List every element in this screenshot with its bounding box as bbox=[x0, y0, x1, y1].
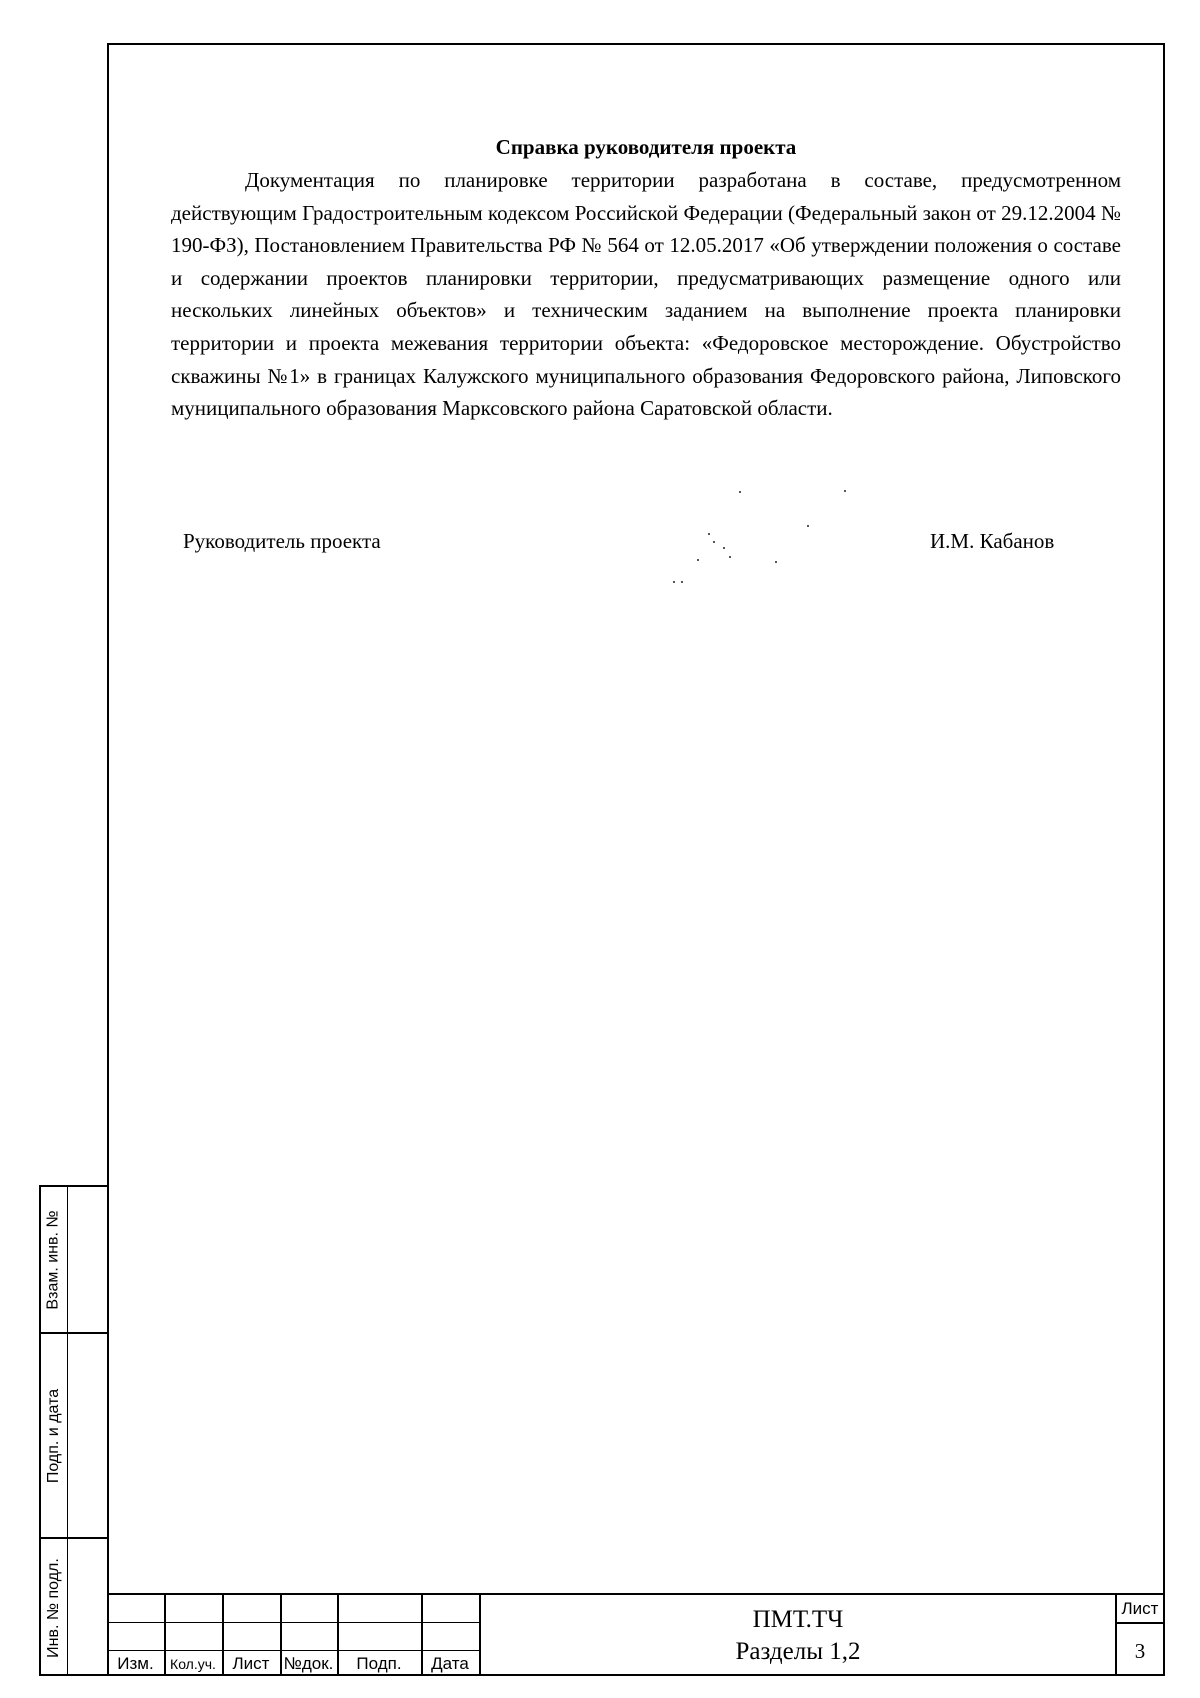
sheet-label: Лист bbox=[1117, 1595, 1163, 1624]
side-stamp bbox=[39, 1185, 107, 1676]
document-body bbox=[171, 130, 1121, 425]
document-code: ПМТ.ТЧ bbox=[752, 1605, 844, 1633]
title-block bbox=[107, 1593, 1165, 1676]
side-cell-sign-date bbox=[41, 1334, 107, 1539]
column-header-date: Дата bbox=[431, 1654, 469, 1673]
sheet-number: 3 bbox=[1134, 1638, 1146, 1663]
sheet-number-cell bbox=[1115, 1595, 1163, 1676]
side-label-replacement-inv: Взам. инв. № bbox=[45, 1209, 62, 1310]
document-paragraph: Документация по планировке территории разработана в составе, предусмотренном действующим Градостроительным кодексом Российской Федерации (Федеральный закон от 29.12.2004 № 190-ФЗ), Постановлением Правительства РФ № 564 от 12.05.2017 «Об утверждении положения о составе и содержании проектов планировки территории, предусматривающих размещение одного или нескольких линейных объектов» и техническим заданием на выполнение проекта планировки территории и проекта межевания территории объекта: «Федоровское месторождение. Обустройство скважины №1» в границах Калужского муниципального образования Федоровского района, Липовского муниципального образования Марксовского района Саратовской области. bbox=[171, 168, 1121, 421]
side-cell-original-inv bbox=[41, 1539, 107, 1676]
column-header-signature: Подп. bbox=[356, 1654, 402, 1673]
side-label-original-inv: Инв. № подл. bbox=[45, 1557, 63, 1658]
side-cell-replacement bbox=[41, 1187, 107, 1334]
signature-role: Руководитель проекта bbox=[183, 529, 381, 553]
column-header-change: Изм. bbox=[117, 1654, 154, 1673]
column-header-doc-number: №док. bbox=[283, 1654, 334, 1673]
column-header-count: Кол.уч. bbox=[170, 1656, 216, 1672]
document-title: Справка руководителя проекта bbox=[495, 135, 797, 159]
side-label-sign-date: Подп. и дата bbox=[45, 1388, 62, 1483]
title-block-designation bbox=[479, 1595, 1115, 1676]
column-header-sheet: Лист bbox=[232, 1654, 270, 1673]
signature-name: И.М. Кабанов bbox=[930, 529, 1055, 553]
document-section-name: Разделы 1,2 bbox=[735, 1637, 861, 1665]
revision-table bbox=[107, 1595, 479, 1676]
